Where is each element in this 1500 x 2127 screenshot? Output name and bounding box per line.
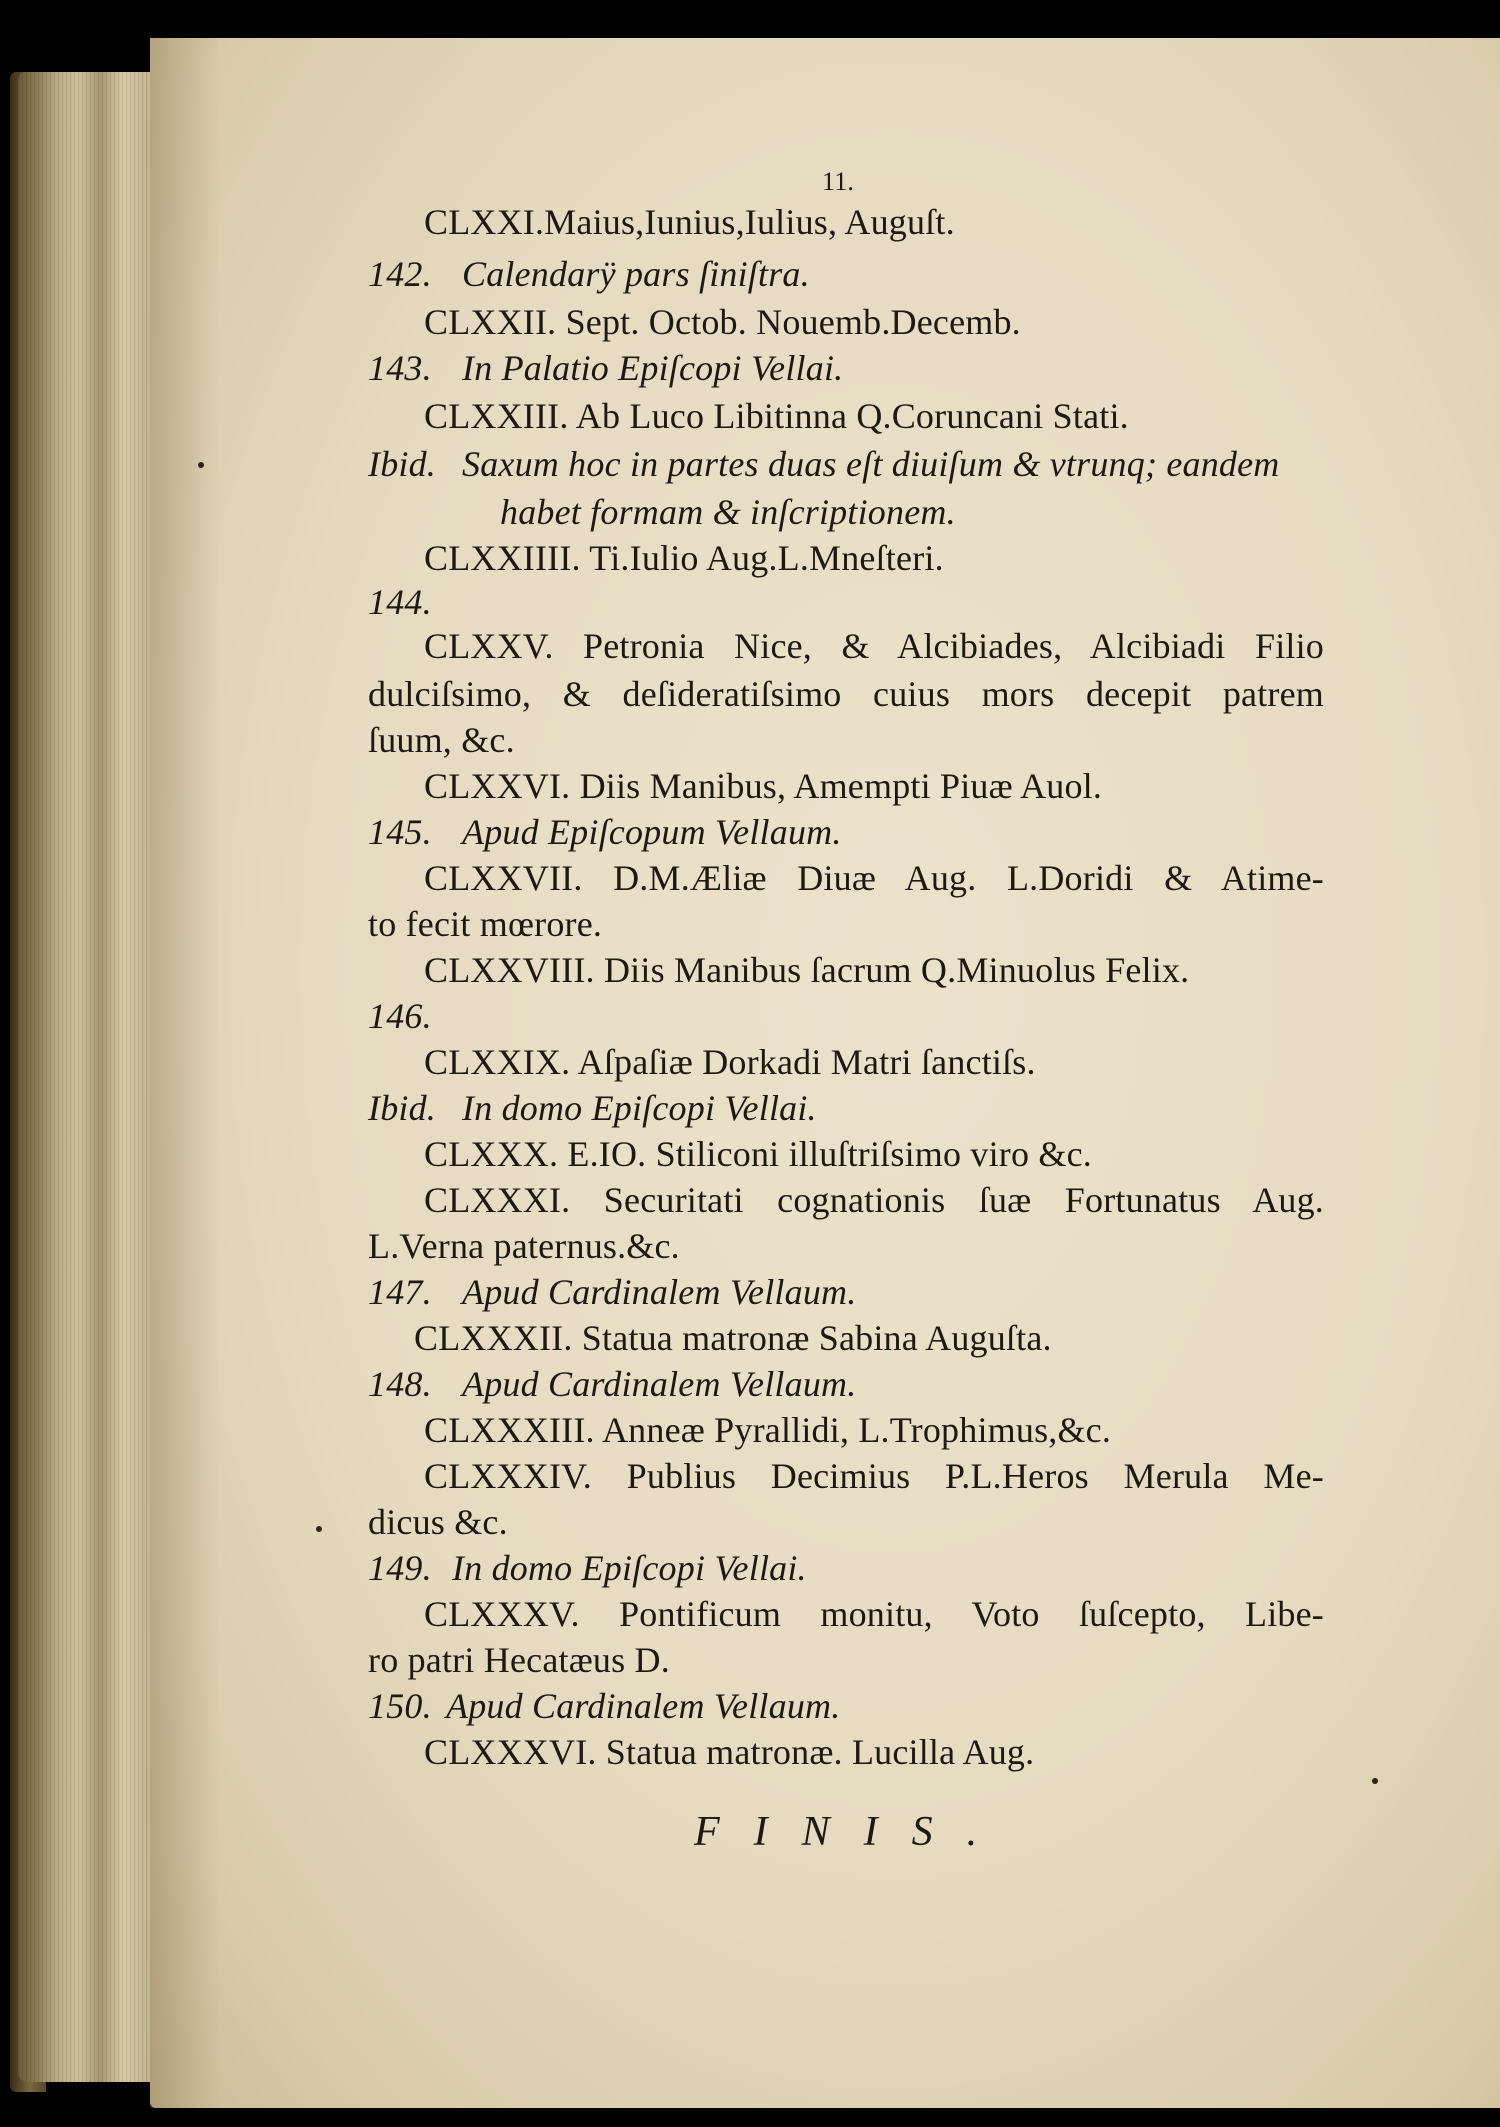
section-heading-149: In domo Epiſcopi Vellai.	[452, 1548, 807, 1588]
entry-174: CLXXIIII. Ti.Iulio Aug.L.Mneſteri.	[424, 538, 944, 578]
section-heading-142: Calendarÿ pars ſiniſtra.	[462, 254, 810, 294]
entry-180: CLXXX. E.IO. Stiliconi illuſtriſsimo viro &c.	[424, 1134, 1092, 1174]
finis: FINIS.	[694, 1809, 1012, 1855]
entry-182: CLXXXII. Statua matronæ Sabina Auguſta.	[414, 1318, 1052, 1358]
entry-171: CLXXI.Maius,Iunius,Iulius, Auguſt.	[424, 202, 955, 242]
section-number-149: 149.	[368, 1548, 432, 1588]
ink-speck	[316, 1526, 322, 1532]
section-heading-145: Apud Epiſcopum Vellaum.	[462, 812, 842, 852]
entry-185-cont: ro patri Hecatæus D.	[368, 1640, 670, 1680]
entry-185: CLXXXV. Pontificum monitu, Voto ſuſcepto, Libe-	[424, 1594, 1324, 1634]
note-saxum-cont: habet formam & inſcriptionem.	[500, 492, 956, 532]
entry-184: CLXXXIV. Publius Decimius P.L.Heros Merula Me-	[424, 1456, 1324, 1496]
section-number-146: 146.	[368, 996, 432, 1036]
section-number-142: 142.	[368, 254, 432, 294]
section-number-144: 144.	[368, 582, 432, 622]
entry-181-cont: L.Verna paternus.&c.	[368, 1226, 680, 1266]
entry-175-cont-2: ſuum, &c.	[368, 720, 515, 760]
entry-172: CLXXII. Sept. Octob. Nouemb.Decemb.	[424, 302, 1021, 342]
section-heading-148: Apud Cardinalem Vellaum.	[462, 1364, 857, 1404]
entry-186: CLXXXVI. Statua matronæ. Lucilla Aug.	[424, 1732, 1035, 1772]
section-number-148: 148.	[368, 1364, 432, 1404]
entry-181: CLXXXI. Securitati cognationis ſuæ Fortunatus Aug.	[424, 1180, 1324, 1220]
entry-173: CLXXIII. Ab Luco Libitinna Q.Coruncani Stati.	[424, 396, 1129, 436]
section-number-147: 147.	[368, 1272, 432, 1312]
ink-speck	[1372, 1778, 1378, 1784]
note-saxum: Saxum hoc in partes duas eſt diuiſum & vtrunq; eandem	[462, 444, 1280, 484]
entry-183: CLXXXIII. Anneæ Pyrallidi, L.Trophimus,&c.	[424, 1410, 1112, 1450]
entry-184-cont: dicus &c.	[368, 1502, 508, 1542]
page-number: 11.	[822, 167, 855, 196]
entry-177-cont: to fecit mœrore.	[368, 904, 603, 944]
section-heading-147: Apud Cardinalem Vellaum.	[462, 1272, 857, 1312]
section-heading-143: In Palatio Epiſcopi Vellai.	[462, 348, 844, 388]
section-number-150: 150.	[368, 1686, 432, 1726]
section-heading-150: Apud Cardinalem Vellaum.	[446, 1686, 841, 1726]
entry-176: CLXXVI. Diis Manibus, Amempti Piuæ Auol.	[424, 766, 1103, 806]
section-number-145: 145.	[368, 812, 432, 852]
ink-speck	[198, 462, 204, 468]
section-number-143: 143.	[368, 348, 432, 388]
ibid-label-2: Ibid.	[368, 1088, 436, 1128]
entry-177: CLXXVII. D.M.Æliæ Diuæ Aug. L.Doridi & Atime-	[424, 858, 1324, 898]
section-heading-ibid-2: In domo Epiſcopi Vellai.	[462, 1088, 817, 1128]
entry-178: CLXXVIII. Diis Manibus ſacrum Q.Minuolus Felix.	[424, 950, 1190, 990]
ibid-label-1: Ibid.	[368, 444, 436, 484]
entry-175-cont-1: dulciſsimo, & deſideratiſsimo cuius mors decepit patrem	[368, 674, 1324, 714]
entry-175: CLXXV. Petronia Nice, & Alcibiades, Alcibiadi Filio	[424, 626, 1324, 666]
entry-179: CLXXIX. Aſpaſiæ Dorkadi Matri ſanctiſs.	[424, 1042, 1036, 1082]
